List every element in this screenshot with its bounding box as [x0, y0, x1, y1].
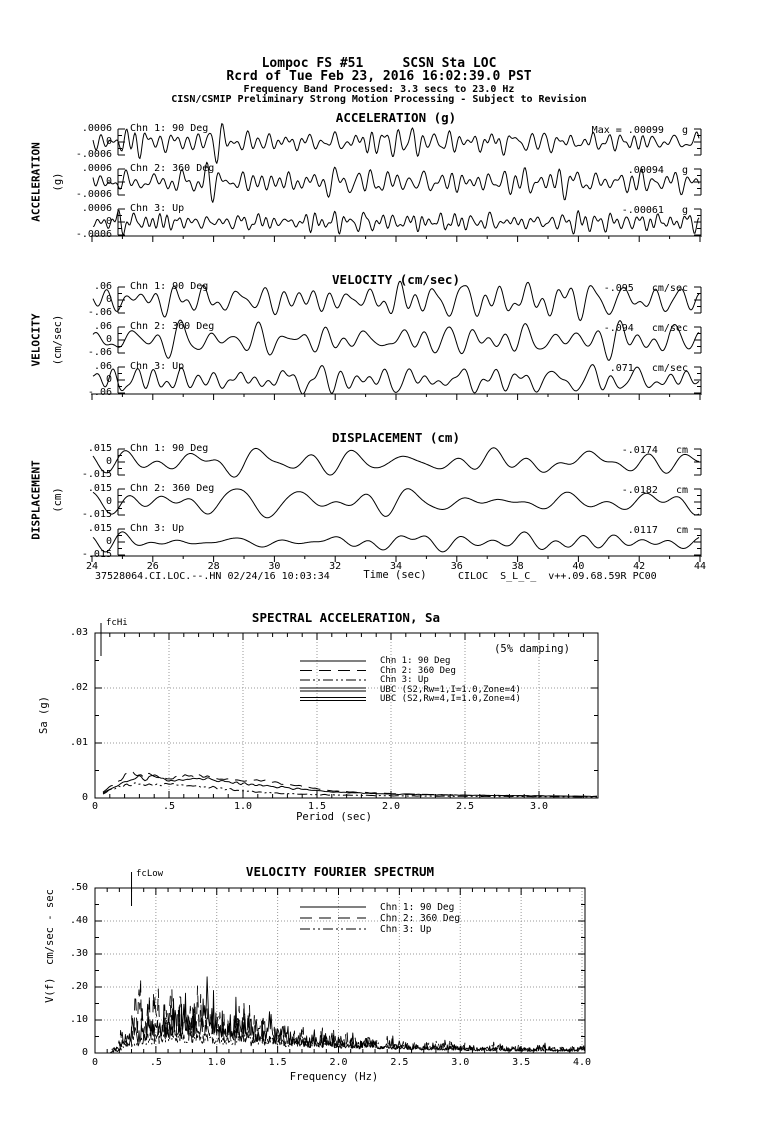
sa-y-tick-label: .03: [69, 627, 88, 638]
y-scale-label: .015: [87, 483, 112, 494]
peak-value-label: -.094 cm/sec: [603, 323, 688, 334]
y-scale-label: -.06: [87, 347, 112, 358]
sa-x-tick-label: 2.5: [455, 801, 475, 812]
legend-label: Chn 2: 360 Deg: [380, 913, 461, 924]
y-scale-label: -.06: [87, 307, 112, 318]
displacement-axis-label: DISPLACEMENT: [29, 460, 43, 540]
vfs-x-axis-label: Frequency (Hz): [289, 1071, 379, 1083]
damping-note: (5% damping): [494, 643, 570, 655]
sa-x-tick-label: 2.0: [381, 801, 401, 812]
vfs-x-tick-label: 2.0: [329, 1057, 348, 1068]
sa-y-axis-label: Sa (g): [37, 696, 50, 734]
velocity-section-title: VELOCITY (cm/sec): [332, 272, 460, 287]
y-scale-label: .0006: [81, 163, 112, 174]
y-scale-label: -.06: [87, 387, 112, 398]
y-scale-label: -.015: [81, 549, 112, 560]
legend-label: Chn 3: Up: [380, 924, 432, 935]
time-tick-label: 38: [511, 561, 524, 572]
channel-label: Chn 1: 90 Deg: [130, 443, 209, 454]
legend-label: Chn 2: 360 Deg: [380, 665, 456, 676]
vfs-frame: [95, 888, 585, 1053]
peak-value-label: Max = .00099 g: [591, 125, 688, 136]
y-scale-label: 0: [105, 176, 112, 187]
vfs-x-tick-label: 1.0: [207, 1057, 226, 1068]
sa-x-tick-label: 0: [91, 801, 99, 812]
y-scale-label: .06: [93, 361, 112, 372]
peak-value-label: .00094 g: [627, 165, 688, 176]
displacement-axis-units: (cm): [51, 487, 64, 513]
vfs-x-tick-label: 3.5: [512, 1057, 531, 1068]
legend-label: UBC (S2,Rw=1,I=1.0,Zone=4): [380, 684, 521, 695]
velocity-axis-label: VELOCITY: [29, 313, 43, 367]
vfs-y-tick-label: .20: [69, 981, 88, 992]
y-scale-label: 0: [105, 216, 112, 227]
y-scale-label: -.0006: [75, 189, 112, 200]
record-id-text: 37528064.CI.LOC.--.HN 02/24/16 10:03:34: [95, 571, 330, 582]
channel-label: Chn 2: 360 Deg: [130, 321, 215, 332]
y-scale-label: 0: [105, 536, 112, 547]
time-tick-label: 26: [146, 561, 159, 572]
time-tick-label: 34: [389, 561, 403, 572]
y-scale-label: .0006: [81, 123, 112, 134]
velocity-axis-units: (cm/sec): [51, 314, 64, 366]
sa-y-tick-label: .02: [69, 682, 88, 693]
y-scale-label: 0: [105, 374, 112, 385]
sa-y-tick-label: 0: [81, 792, 88, 803]
sa-x-tick-label: .5: [162, 801, 176, 812]
vfs-y-axis-label: V(f) cm/sec - sec: [43, 889, 56, 1003]
y-scale-label: 0: [105, 294, 112, 305]
vfs-x-tick-label: 1.5: [268, 1057, 287, 1068]
sa-x-tick-label: 1.5: [307, 801, 327, 812]
legend-label: Chn 1: 90 Deg: [380, 902, 455, 913]
channel-label: Chn 3: Up: [130, 361, 185, 372]
vfs-y-tick-label: .30: [69, 948, 88, 959]
time-tick-label: 40: [572, 561, 585, 572]
vfs-y-tick-label: .10: [69, 1014, 88, 1025]
y-scale-label: -.0006: [75, 229, 112, 240]
peak-value-label: .0117 cm: [627, 525, 688, 536]
vfs-y-tick-label: .40: [69, 915, 88, 926]
record-datetime: Rcrd of Tue Feb 23, 2016 16:02:39.0 PST: [226, 69, 532, 84]
displacement-section-title: DISPLACEMENT (cm): [332, 430, 460, 445]
peak-value-label: -.0182 cm: [621, 485, 688, 496]
vfs-x-tick-label: .5: [149, 1057, 162, 1068]
peak-value-label: -.00061 g: [621, 205, 688, 216]
channel-label: Chn 2: 360 Deg: [130, 483, 215, 494]
y-scale-label: 0: [105, 136, 112, 147]
fchi-marker-label: fcHi: [106, 618, 128, 628]
y-scale-label: .06: [93, 281, 112, 292]
fclow-marker-label: fcLow: [136, 869, 164, 879]
channel-label: Chn 3: Up: [130, 203, 185, 214]
y-scale-label: .015: [87, 443, 112, 454]
channel-label: Chn 2: 360 Deg: [130, 163, 215, 174]
legend-label: UBC (S2,Rw=4,I=1.0,Zone=4): [380, 694, 521, 704]
vfs-plot-title: VELOCITY FOURIER SPECTRUM: [245, 864, 435, 879]
peak-value-label: .071 cm/sec: [609, 363, 688, 374]
frequency-band-note: Frequency Band Processed: 3.3 secs to 23.0 Hz: [243, 84, 515, 95]
processing-disclaimer: CISN/CSMIP Preliminary Strong Motion Processing - Subject to Revision: [171, 94, 587, 105]
vfs-y-tick-label: .50: [69, 882, 88, 893]
sa-curve-chn1: [103, 775, 597, 797]
y-scale-label: 0: [105, 496, 112, 507]
vfs-x-tick-label: 2.5: [390, 1057, 409, 1068]
time-tick-label: 30: [268, 561, 281, 572]
sa-x-tick-label: 3.0: [529, 801, 549, 812]
sa-plot-title: SPECTRAL ACCELERATION, Sa: [251, 610, 441, 625]
vfs-curve-chn1: [95, 977, 585, 1053]
y-scale-label: -.0006: [75, 149, 112, 160]
acceleration-axis-label: ACCELERATION: [29, 142, 43, 222]
y-scale-label: .015: [87, 523, 112, 534]
sa-curve-chn3: [103, 783, 597, 797]
y-scale-label: .06: [93, 321, 112, 332]
vfs-x-tick-label: 4.0: [572, 1057, 592, 1068]
y-scale-label: 0: [105, 456, 112, 467]
time-tick-label: 28: [207, 561, 220, 572]
time-tick-label: 42: [633, 561, 646, 572]
time-tick-label: 32: [329, 561, 342, 572]
acceleration-section-title: ACCELERATION (g): [335, 110, 457, 125]
vfs-x-tick-label: 0: [91, 1057, 99, 1068]
y-scale-label: -.015: [81, 469, 112, 480]
y-scale-label: .0006: [81, 203, 112, 214]
channel-label: Chn 1: 90 Deg: [130, 281, 209, 292]
sa-x-tick-label: 1.0: [233, 801, 253, 812]
sa-y-tick-label: .01: [69, 737, 88, 748]
legend-label: Chn 3: Up: [380, 675, 429, 685]
channel-label: Chn 3: Up: [130, 523, 185, 534]
time-tick-label: 36: [450, 561, 463, 572]
vfs-curve-chn2: [95, 979, 585, 1053]
legend-label: Chn 1: 90 Deg: [380, 656, 451, 666]
vfs-x-tick-label: 3.0: [451, 1057, 470, 1068]
vfs-y-tick-label: 0: [81, 1047, 88, 1058]
time-tick-label: 44: [693, 561, 707, 572]
peak-value-label: -.0174 cm: [621, 445, 688, 456]
time-tick-label: 24: [85, 561, 99, 572]
time-axis-label: Time (sec): [363, 569, 427, 581]
peak-value-label: -.095 cm/sec: [603, 283, 688, 294]
sa-x-axis-label: Period (sec): [296, 811, 372, 823]
acceleration-axis-units: (g): [51, 172, 64, 192]
acceleration-trace-chn3: [93, 210, 699, 235]
channel-label: Chn 1: 90 Deg: [130, 123, 209, 134]
y-scale-label: 0: [105, 334, 112, 345]
y-scale-label: -.015: [81, 509, 112, 520]
sa-frame: [95, 633, 598, 798]
displacement-trace-chn3: [93, 532, 699, 552]
report-title: Lompoc FS #51 SCSN Sta LOC: [261, 56, 497, 71]
station-info-text: CILOC S_L_C_ v++.09.68.59R PC00: [458, 571, 657, 582]
